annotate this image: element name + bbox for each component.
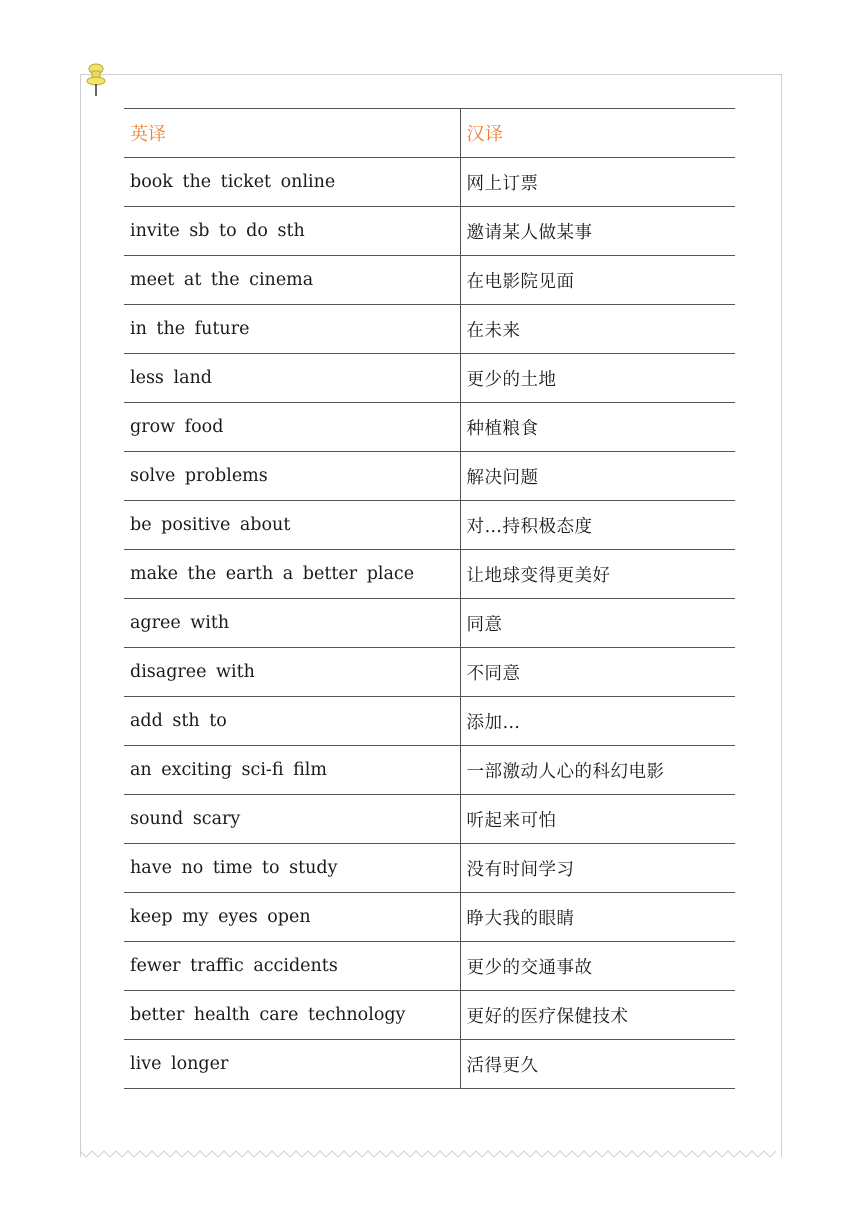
chinese-translation: 一部激动人心的科幻电影 [460, 746, 735, 795]
chinese-translation: 更少的土地 [460, 354, 735, 403]
english-phrase: keep my eyes open [124, 893, 460, 942]
english-phrase: fewer traffic accidents [124, 942, 460, 991]
table-row [124, 354, 735, 403]
chinese-translation: 解决问题 [460, 452, 735, 501]
table-row [124, 403, 735, 452]
table-row [124, 550, 735, 599]
english-phrase: grow food [124, 403, 460, 452]
table-row [124, 1040, 735, 1089]
english-phrase: add sth to [124, 697, 460, 746]
chinese-translation: 更好的医疗保健技术 [460, 991, 735, 1040]
chinese-translation: 在未来 [460, 305, 735, 354]
chinese-translation: 让地球变得更美好 [460, 550, 735, 599]
english-phrase: book the ticket online [124, 158, 460, 207]
header-chinese: 汉译 [460, 109, 735, 158]
table-row [124, 942, 735, 991]
english-phrase: sound scary [124, 795, 460, 844]
table-row [124, 991, 735, 1040]
english-phrase: be positive about [124, 501, 460, 550]
english-phrase: invite sb to do sth [124, 207, 460, 256]
english-phrase: live longer [124, 1040, 460, 1089]
chinese-translation: 网上订票 [460, 158, 735, 207]
table-row [124, 452, 735, 501]
english-phrase: have no time to study [124, 844, 460, 893]
english-phrase: disagree with [124, 648, 460, 697]
table-row [124, 697, 735, 746]
header-english: 英译 [124, 109, 460, 158]
page-torn-edge [80, 1148, 781, 1160]
chinese-translation: 邀请某人做某事 [460, 207, 735, 256]
english-phrase: make the earth a better place [124, 550, 460, 599]
chinese-translation: 添加… [460, 697, 735, 746]
table-row [124, 501, 735, 550]
english-phrase: in the future [124, 305, 460, 354]
pushpin-icon [84, 60, 110, 98]
chinese-translation: 活得更久 [460, 1040, 735, 1089]
chinese-translation: 没有时间学习 [460, 844, 735, 893]
english-phrase: better health care technology [124, 991, 460, 1040]
table-row [124, 844, 735, 893]
table-row [124, 305, 735, 354]
table-row [124, 893, 735, 942]
table-row [124, 158, 735, 207]
vocabulary-table [124, 108, 735, 1089]
chinese-translation: 对…持积极态度 [460, 501, 735, 550]
chinese-translation: 听起来可怕 [460, 795, 735, 844]
english-phrase: less land [124, 354, 460, 403]
chinese-translation: 不同意 [460, 648, 735, 697]
chinese-translation: 同意 [460, 599, 735, 648]
table-row [124, 256, 735, 305]
chinese-translation: 睁大我的眼睛 [460, 893, 735, 942]
chinese-translation: 在电影院见面 [460, 256, 735, 305]
table-row [124, 648, 735, 697]
table-row [124, 795, 735, 844]
english-phrase: agree with [124, 599, 460, 648]
chinese-translation: 种植粮食 [460, 403, 735, 452]
table-header-row [124, 109, 735, 158]
chinese-translation: 更少的交通事故 [460, 942, 735, 991]
table-row [124, 746, 735, 795]
english-phrase: solve problems [124, 452, 460, 501]
table-row [124, 207, 735, 256]
table-row [124, 599, 735, 648]
english-phrase: an exciting sci-fi film [124, 746, 460, 795]
english-phrase: meet at the cinema [124, 256, 460, 305]
